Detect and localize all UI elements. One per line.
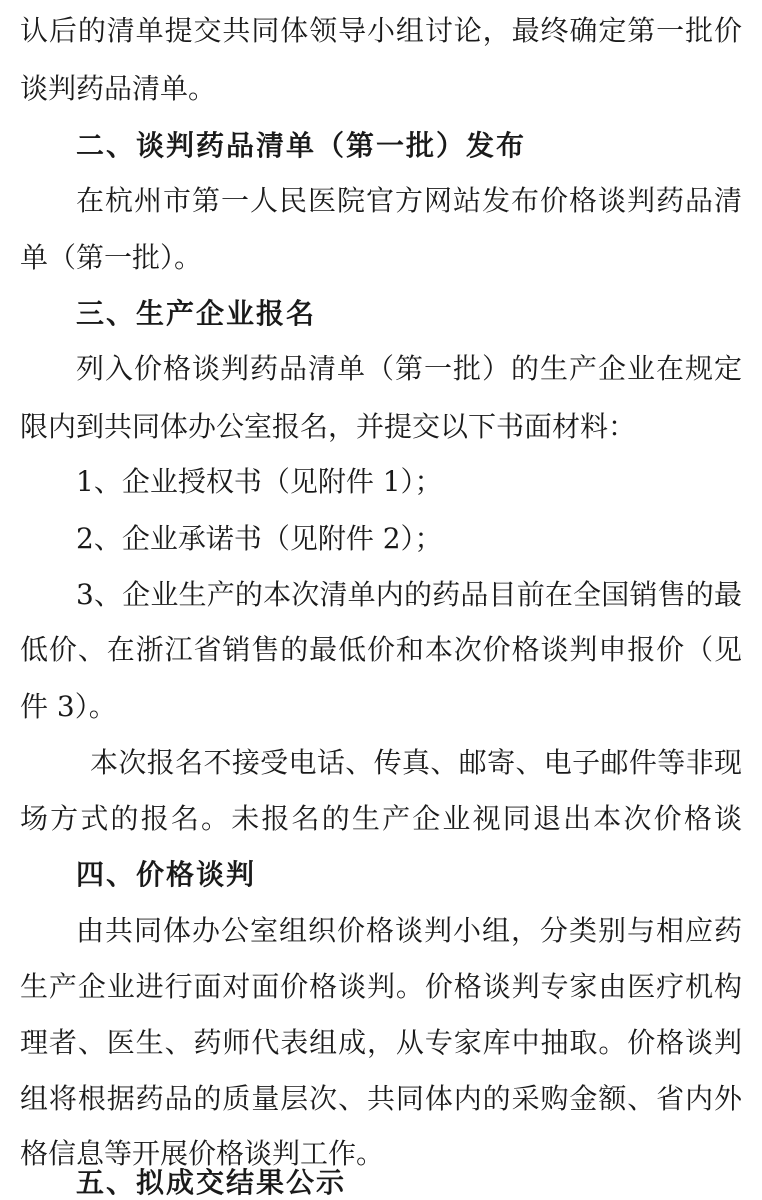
body-line: 格信息等开展价格谈判工作。 bbox=[20, 1137, 385, 1170]
body-line: 组将根据药品的质量层次、共同体内的采购金额、省内外 bbox=[20, 1082, 742, 1115]
list-item: 3、企业生产的本次清单内的药品目前在全国销售的最 bbox=[76, 578, 742, 611]
body-line: 件 3）。 bbox=[20, 690, 117, 723]
body-line: 理者、医生、药师代表组成，从专家库中抽取。价格谈判 bbox=[20, 1026, 742, 1059]
body-line: 认后的清单提交共同体领导小组讨论，最终确定第一批价 bbox=[20, 14, 742, 47]
section-heading: 四、价格谈判 bbox=[76, 858, 257, 891]
body-line: 场方式的报名。未报名的生产企业视同退出本次价格谈 bbox=[20, 802, 742, 835]
section-heading: 二、谈判药品清单（第一批）发布 bbox=[76, 129, 527, 162]
section-heading: 五、拟成交结果公示 bbox=[76, 1166, 347, 1199]
body-line: 生产企业进行面对面价格谈判。价格谈判专家由医疗机构 bbox=[20, 970, 742, 1003]
body-line: 在杭州市第一人民医院官方网站发布价格谈判药品清 bbox=[76, 184, 742, 217]
body-line: 限内到共同体办公室报名，并提交以下书面材料： bbox=[20, 410, 637, 443]
list-item: 2、企业承诺书（见附件 2）； bbox=[76, 522, 443, 555]
body-line: 谈判药品清单。 bbox=[20, 72, 217, 105]
body-line: 由共同体办公室组织价格谈判小组，分类别与相应药 bbox=[76, 914, 742, 947]
body-line: 本次报名不接受电话、传真、邮寄、电子邮件等非现 bbox=[90, 746, 742, 779]
section-heading: 三、生产企业报名 bbox=[76, 297, 317, 330]
body-line: 低价、在浙江省销售的最低价和本次价格谈判申报价（见 bbox=[20, 633, 742, 666]
list-item: 1、企业授权书（见附件 1）； bbox=[76, 465, 443, 498]
body-line: 单（第一批）。 bbox=[20, 241, 203, 274]
body-line: 列入价格谈判药品清单（第一批）的生产企业在规定 bbox=[76, 352, 742, 385]
